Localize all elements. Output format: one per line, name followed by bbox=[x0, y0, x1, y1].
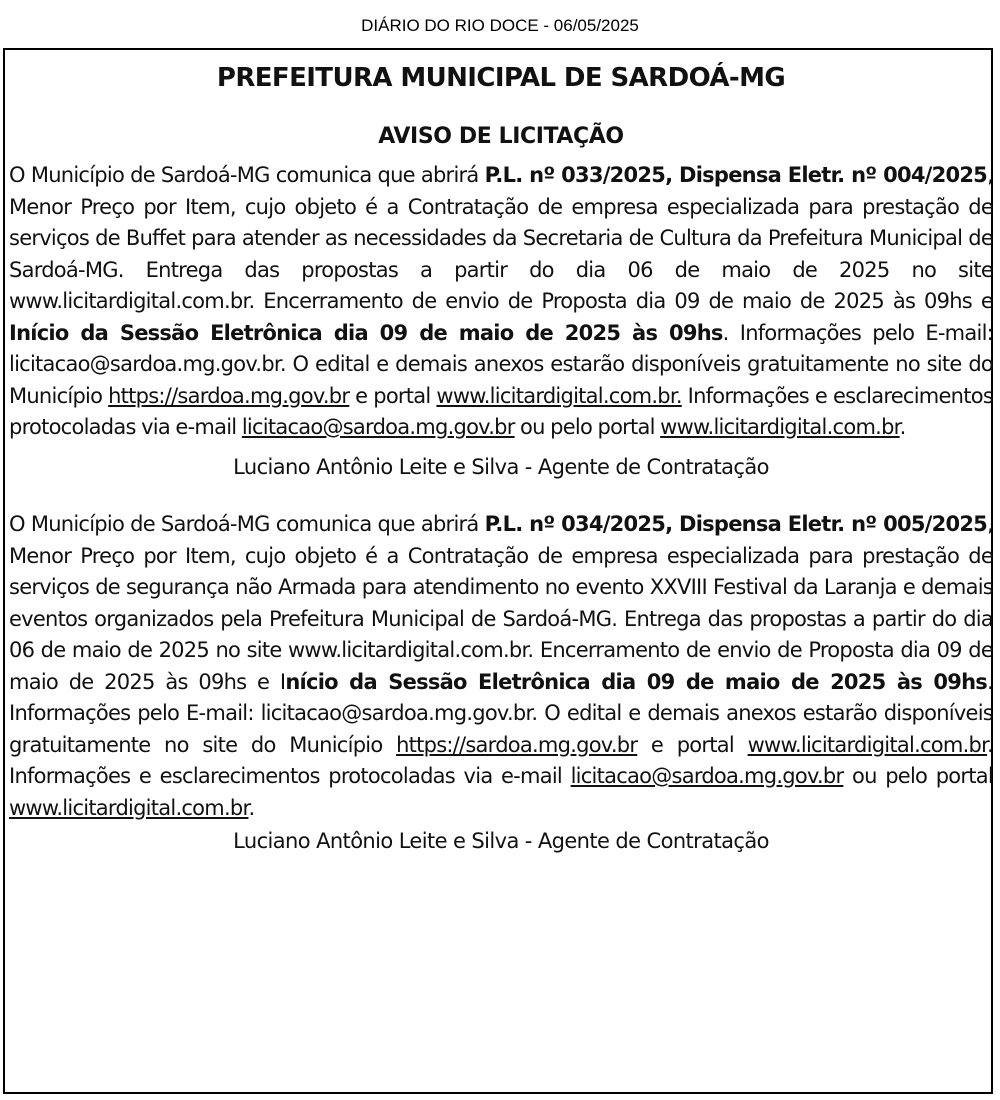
email-link[interactable]: licitacao@sardoa.mg.gov.br bbox=[570, 764, 844, 788]
session-start: nício da Sessão Eletrônica dia 09 de maio de 2025 às 09hs bbox=[285, 669, 988, 694]
portal-link-2[interactable]: www.licitardigital.com.br bbox=[9, 795, 249, 820]
text-segment: . bbox=[899, 415, 906, 439]
signature-1: Luciano Antônio Leite e Silva - Agente de Contratação bbox=[233, 454, 769, 479]
notice-paragraph-2 bbox=[9, 509, 993, 824]
text-segment: . Informações pelo E-mail: licitacao@sardoa.mg.gov.br. O edital e demais anexos estarão disponíveis gratuitamente no site do Município bbox=[9, 320, 993, 408]
site-link[interactable]: https://sardoa.mg.gov.br bbox=[396, 732, 638, 757]
portal-link-2[interactable]: www.licitardigital.com.br bbox=[660, 415, 900, 439]
page-title: PREFEITURA MUNICIPAL DE SARDOÁ-MG bbox=[216, 63, 786, 93]
text-segment: . Informações e esclarecimentos protocoladas via e-mail bbox=[9, 732, 993, 788]
session-start: Início da Sessão Eletrônica dia 09 de maio de 2025 às 09hs bbox=[9, 320, 723, 345]
process-number: P.L. nº 034/2025, Dispensa Eletr. nº 005/2025 bbox=[484, 512, 988, 536]
text-segment: ou pelo portal bbox=[514, 415, 661, 439]
portal-link[interactable]: www.licitardigital.com.br. bbox=[436, 383, 682, 408]
section-gap bbox=[9, 483, 993, 509]
text-segment: , Menor Preço por Item, cujo objeto é a Contratação de empresa especializada para prestação de serviços de segurança não Armada para atendimento no evento XXVIII Festival da Laranja e demais eventos organizados pela Prefeitura Municipal de Sardoá-MG. Entrega das propostas a partir do dia 06 de maio de 2025 no site www.licitardigital.com.br. Encerramento de envio de Proposta dia 09 de maio de 2025 às 09hs e I bbox=[9, 512, 993, 694]
text-segment: . Informações pelo E-mail: licitacao@sardoa.mg.gov.br. O edital e demais anexos estarão disponíveis gratuitamente no site do Município bbox=[9, 669, 993, 757]
portal-link[interactable]: www.licitardigital.com.br bbox=[747, 732, 988, 757]
text-segment: Informações e esclarecimentos protocoladas via e-mail bbox=[9, 383, 994, 439]
notice-subtitle: AVISO DE LICITAÇÃO bbox=[378, 124, 624, 149]
text-segment: e portal bbox=[637, 732, 748, 757]
text-segment: . bbox=[248, 795, 255, 820]
process-number: P.L. nº 033/2025, Dispensa Eletr. nº 004/2025 bbox=[484, 163, 988, 187]
newspaper-masthead: DIÁRIO DO RIO DOCE - 06/05/2025 bbox=[361, 16, 639, 35]
text-segment: , Menor Preço por Item, cujo objeto é a Contratação de empresa especializada para prestação de serviços de Buffet para atender as necessidades da Secretaria de Cultura da Prefeitura Municipal de Sardoá-MG. Entrega das propostas a partir do dia 06 de maio de 2025 no site www.licitardigital.com.br. Encerramento de envio de Proposta dia 09 de maio de 2025 às 09hs e bbox=[9, 163, 993, 313]
signature-2: Luciano Antônio Leite e Silva - Agente de Contratação bbox=[233, 829, 769, 853]
text-segment: ou pelo portal bbox=[843, 764, 993, 788]
text-segment: e portal bbox=[349, 383, 437, 408]
notice-paragraph-1 bbox=[9, 160, 993, 444]
text-segment: O Município de Sardoá-MG comunica que abrirá bbox=[9, 163, 485, 187]
notice-content bbox=[9, 54, 993, 858]
text-segment: O Município de Sardoá-MG comunica que abrirá bbox=[9, 512, 485, 536]
email-link[interactable]: licitacao@sardoa.mg.gov.br bbox=[241, 415, 515, 439]
site-link[interactable]: https://sardoa.mg.gov.br bbox=[108, 383, 350, 408]
